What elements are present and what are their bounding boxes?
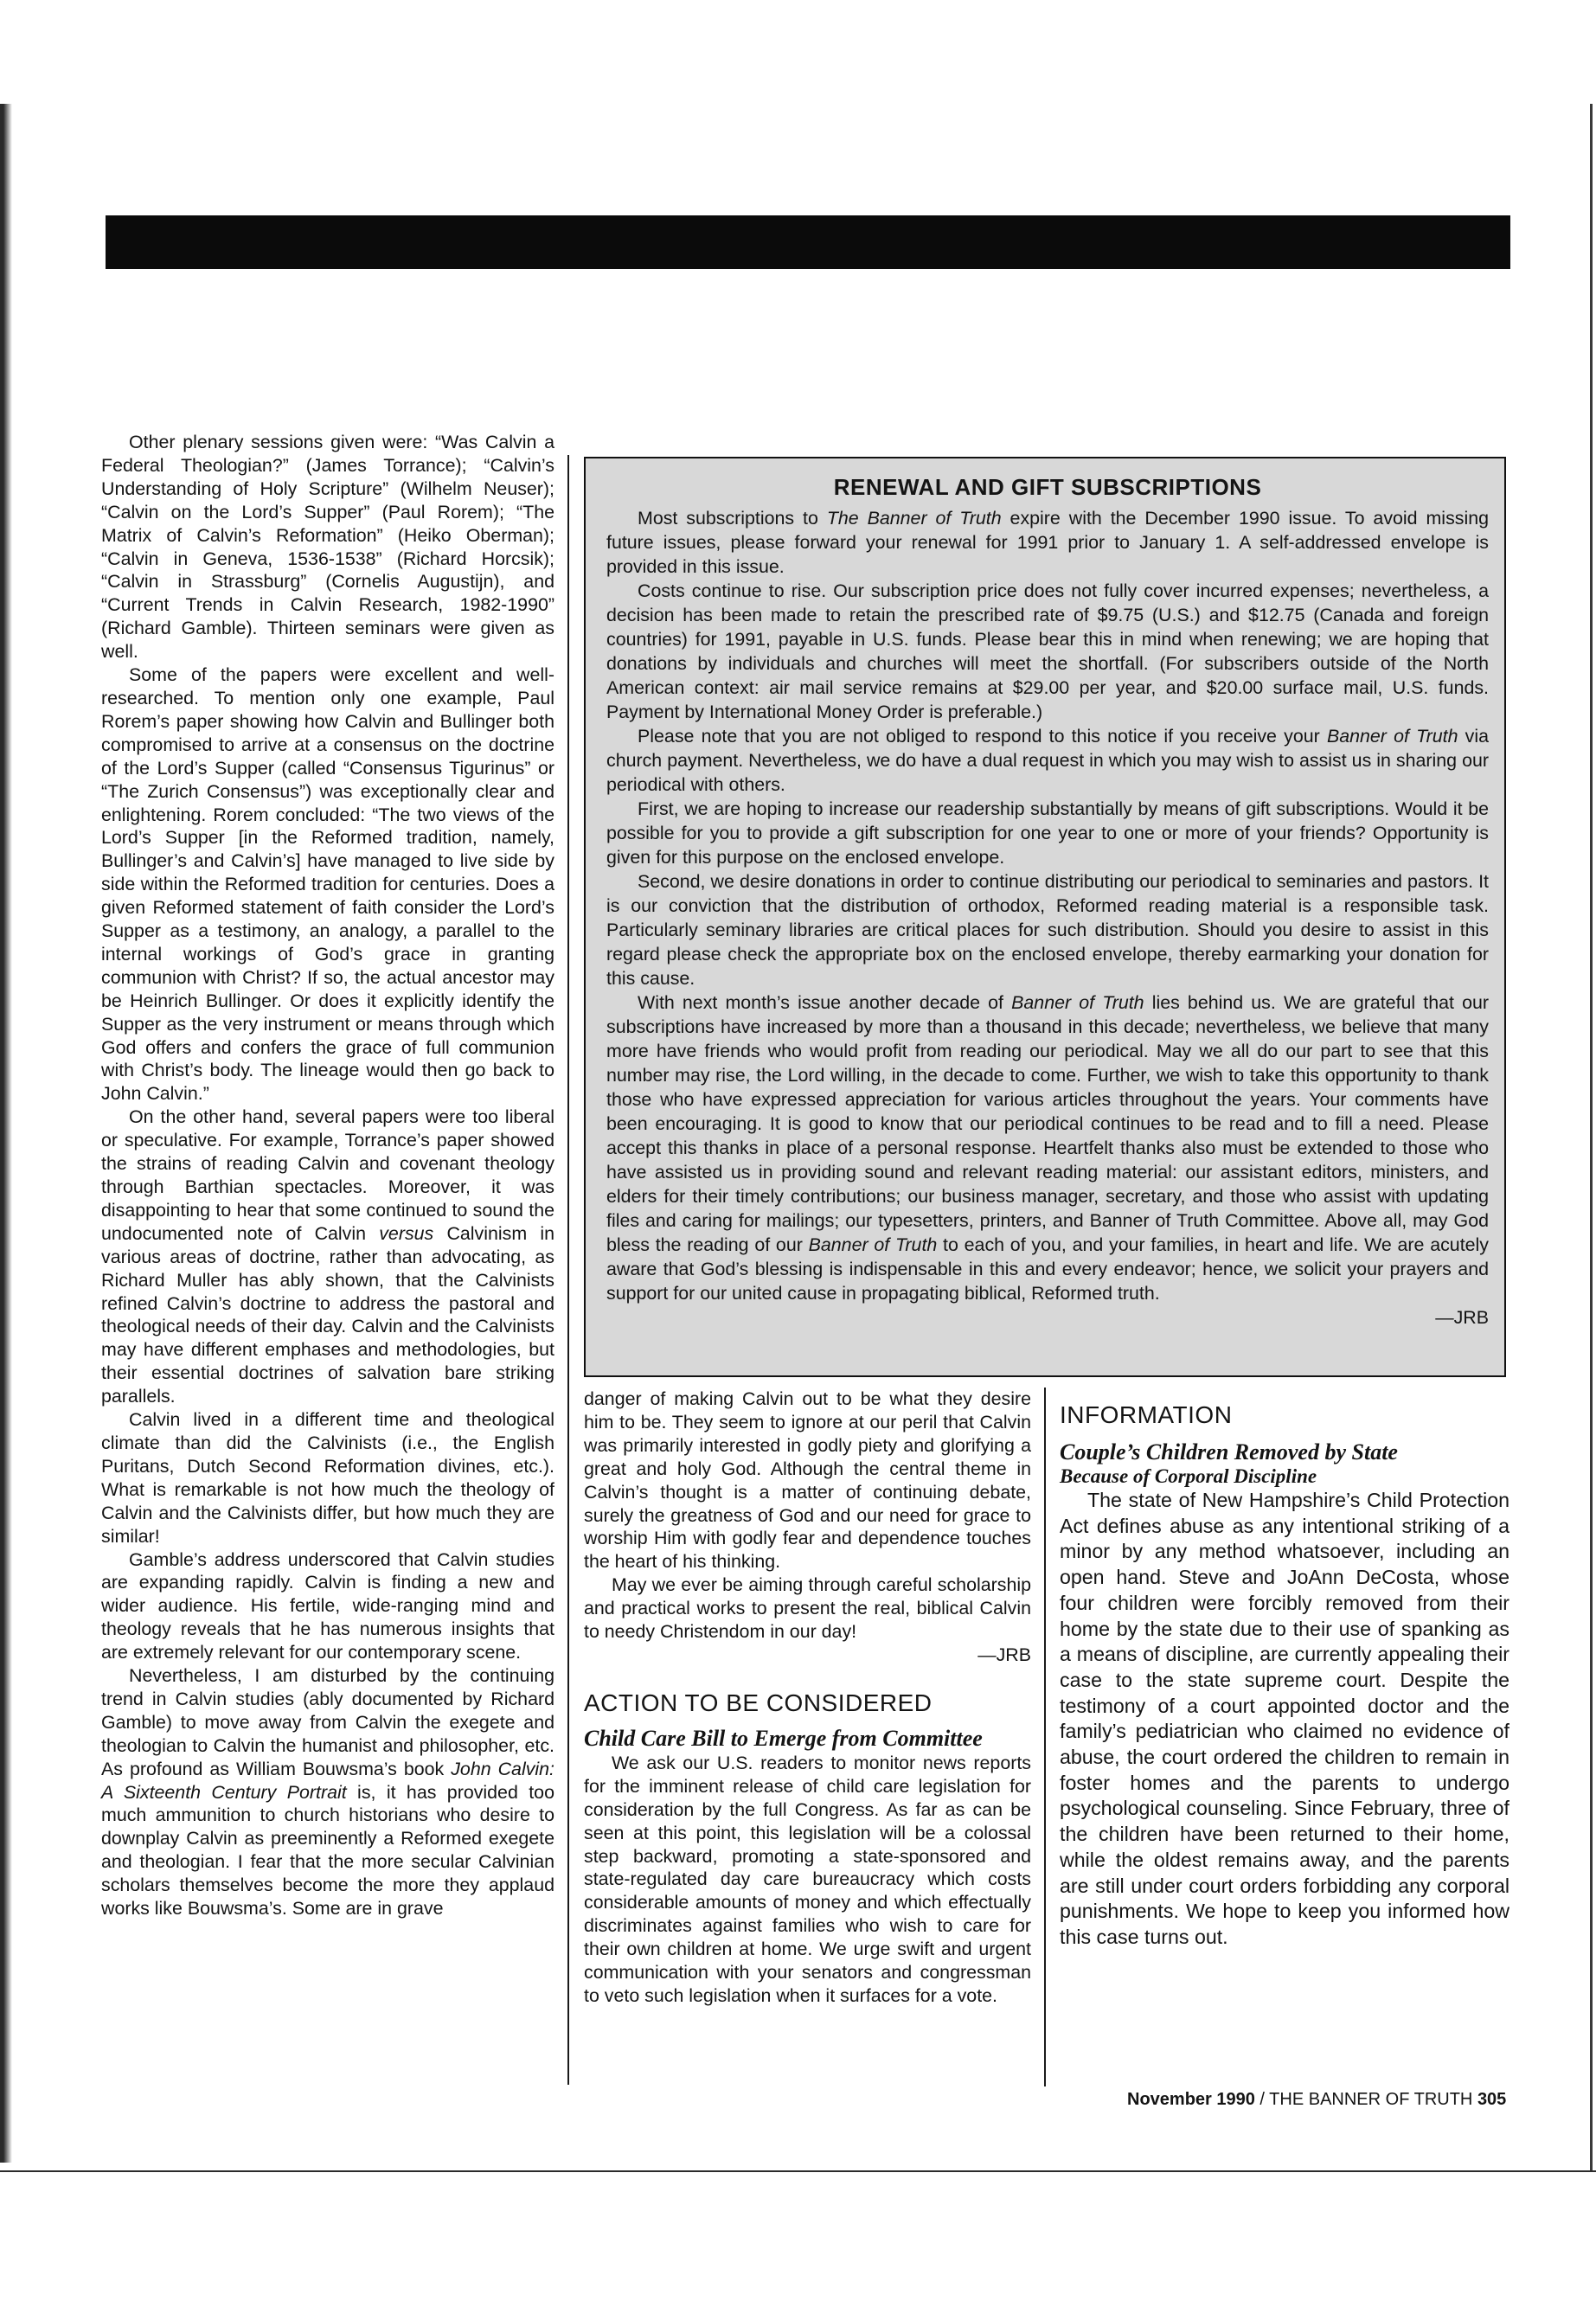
section-title: INFORMATION — [1060, 1401, 1233, 1428]
section-subsubtitle: Because of Corporal Discipline — [1060, 1465, 1317, 1487]
column-divider — [1044, 1388, 1046, 2086]
scan-edge-left — [0, 104, 12, 2163]
paragraph: Second, we desire donations in order to continue distributing our periodical to seminaries and pastors. It is our conviction that the distribution of orthodox, Reformed reading material is a responsible task. Particularly seminary libraries are critical places for such distribution. Should you desire to assist in this regard please check the appropriate box on the enclosed envelope, thereby earmarking your donation for this cause. — [606, 871, 1489, 989]
paragraph: Nevertheless, I am disturbed by the continuing trend in Calvin studies (ably documented by Richard Gamble) to move away from Calvin the exegete and theologian to Calvin the humanist and philosopher, etc. As profound as William Bouwsma’s book John Calvin: A Sixteenth Century Portrait is, it has provided too much ammunition to church historians who desire to downplay Calvin as preeminently a Reformed exegete and theologian. I fear that the more secular Calvinian scholars themselves become the more they applaud works like Bouwsma’s. Some are in grave — [101, 1665, 554, 1920]
paragraph: First, we are hoping to increase our readership substantially by means of gift subscriptions. Would it be possible for you to provide a gift subscription for one year to one or more of your friends? Opportunity is given for this purpose on the enclosed envelope. — [606, 798, 1489, 868]
paragraph: We ask our U.S. readers to monitor news reports for the imminent release of child care legislation for consideration by the full Congress. As far as can be seen at this point, this legislation will be a colossal step backward, promoting a state-sponsored and state-regulated day care bureaucracy which costs considerable amounts of money and which effectually discriminates against families who wish to care for their own children at home. We urge swift and urgent communication with your senators and congressman to veto such legislation when it surfaces for a vote. — [584, 1752, 1031, 2006]
signature: —JRB — [977, 1644, 1031, 1665]
paragraph: Other plenary sessions given were: “Was Calvin a Federal Theologian?” (James Torrance); “Calvin’s Understanding of Holy Scripture” (Wilhelm Neuser); “Calvin on the Lord’s Supper” (Paul Rorem); “The Matrix of Calvin’s Reformation” (Heiko Oberman); “Calvin in Geneva, 1536-1538” (Richard Horcsik); “Calvin in Strassburg” (Cornelis Augustijn), and “Current Trends in Calvin Research, 1982-1990” (Richard Gamble). Thirteen seminars were given as well. — [101, 432, 554, 663]
section-subtitle: Child Care Bill to Emerge from Committee — [584, 1725, 983, 1751]
left-column — [101, 431, 554, 1920]
scan-edge-right — [1590, 104, 1593, 2171]
middle-column — [584, 1388, 1031, 2008]
paragraph: Gamble’s address underscored that Calvin studies are expanding rapidly. Calvin is finding a new and wider audience. His fertile, wide-ranging mind and theology reveals that he has numerous insights that are extremely relevant for our contemporary scene. — [101, 1548, 554, 1663]
paragraph: Calvin lived in a different time and theological climate than did the Calvinists (i.e., the English Puritans, Dutch Second Reformation divines, etc.). What is remarkable is not how much the theology of Calvin and the Calvinists differ, but how much they are similar! — [101, 1409, 554, 1547]
paragraph: The state of New Hampshire’s Child Protection Act defines abuse as any intentional striking of a minor by any method whatsoever, including an open hand. Steve and JoAnn DeCosta, whose four children were forcibly removed from their home by the state due to their use of spanking as a means of discipline, are currently appealing their case to the state supreme court. Despite the testimony of a court appointed doctor and the family’s pediatrician who claimed no evidence of abuse, the court ordered the children to remain in foster homes and the parents to undergo psychological counseling. Since February, three of the children have been returned to their home, while the oldest remains away, and the parents are still under court orders forbidding any corporal punishments. We hope to keep you informed how this case turns out. — [1060, 1489, 1509, 1948]
subscription-notice-box — [584, 457, 1506, 1377]
scan-edge-bottom — [0, 2170, 1596, 2172]
column-divider — [567, 455, 569, 2085]
paragraph: With next month’s issue another decade of Banner of Truth lies behind us. We are grateful that our subscriptions have increased by more than a thousand in this decade; nevertheless, we believe that many more have friends who would profit from reading our periodical. May we all do our part to see that this number may rise, the Lord willing, in the decade to come. Further, we wish to take this opportunity to thank those who have expressed appreciation for various articles throughout the years. Your comments have been encouraging. It is good to know that our periodical continues to be read and to fill a need. Please accept this thanks in place of a personal response. Heartfelt thanks also must be extended to those who have assisted us in providing sound and relevant reading material: our assistant editors, ministers, and elders for their timely contributions; our business manager, secretary, and those who assist with updating files and caring for mailings; our typesetters, printers, and Banner of Truth Committee. Above all, may God bless the reading of our Banner of Truth to each of you, and your families, in heart and life. We are acutely aware that God’s blessing is indispensable in this and every endeavor; hence, we solicit your prayers and support for our united cause in propagating biblical, Reformed truth. — [606, 992, 1490, 1304]
paragraph: Please note that you are not obliged to respond to this notice if you receive your Banner of Truth via church payment. Nevertheless, we do have a dual request in which you may wish to assist us in sharing our periodical with others. — [606, 726, 1489, 795]
box-signature: —JRB — [1435, 1307, 1489, 1328]
header-bar — [106, 215, 1510, 269]
section-title: ACTION TO BE CONSIDERED — [584, 1689, 933, 1716]
box-title: RENEWAL AND GIFT SUBSCRIPTIONS — [833, 474, 1262, 500]
paragraph: Most subscriptions to The Banner of Truth expire with the December 1990 issue. To avoid missing future issues, please forward your renewal for 1991 prior to January 1. A self-addressed envelope is provided in this issue. — [606, 508, 1489, 577]
paragraph: May we ever be aiming through careful scholarship and practical works to present the real, biblical Calvin to needy Christendom in our day! — [584, 1574, 1031, 1643]
paragraph: danger of making Calvin out to be what they desire him to be. They seem to ignore at our peril that Calvin was primarily interested in godly piety and glorifying a great and holy God. Although the central theme in Calvin’s thought is a matter of continuing debate, surely the greatness of God and our need for grace to worship Him with godly fear and dependence touches the heart of his thinking. — [584, 1388, 1031, 1573]
page-footer: November 1990 / THE BANNER OF TRUTH 305 — [1127, 2090, 1507, 2109]
paragraph: Some of the papers were excellent and well-researched. To mention only one example, Paul Rorem’s paper showing how Calvin and Bullinger both compromised to arrive at a consensus on the doctrine of the Lord’s Supper (called “Consensus Tigurinus” or “The Zurich Consensus”) was exceptionally clear and enlightening. Rorem concluded: “The two views of the Lord’s Supper [in the Reformed tradition, namely, Bullinger’s and Calvin’s] have managed to live side by side within the Reformed tradition for centuries. Does a given Reformed statement of faith consider the Lord’s Supper as a testimony, an analogy, a parallel to the internal workings of God’s grace in granting communion with Christ? If so, the actual ancestor may be Heinrich Bullinger. Or does it explicitly identify the Supper as the very instrument or means through which God offers and confers the grace of full communion with Christ’s body. The lineage would then go back to John Calvin.” — [101, 664, 554, 1105]
section-subtitle: Couple’s Children Removed by State — [1060, 1439, 1398, 1465]
paragraph: On the other hand, several papers were too liberal or speculative. For example, Torrance’s paper showed the strains of reading Calvin and covenant theology through Barthian spectacles. Moreover, it was disappointing to hear that some continued to sound the undocumented note of Calvin versus Calvinism in various areas of doctrine, rather than advocating, as Richard Muller has ably shown, that the Calvinists refined Calvin’s doctrine to address the pastoral and theological needs of their day. Calvin and the Calvinists may have different emphases and methodologies, but their essential doctrines of salvation bare striking parallels. — [101, 1106, 554, 1407]
right-column — [1060, 1401, 1509, 1951]
paragraph: Costs continue to rise. Our subscription price does not fully cover incurred expenses; nevertheless, a decision has been made to retain the prescribed rate of $9.75 (U.S.) and $12.75 (Canada and foreign countries) for 1991, payable in U.S. funds. Please bear this in mind when renewing; we are hoping that donations by individuals and churches will meet the shortfall. (For subscribers outside of the North American context: air mail service remains at $29.00 per year, and $20.00 surface mail, U.S. funds. Payment by International Money Order is preferable.) — [606, 580, 1489, 722]
